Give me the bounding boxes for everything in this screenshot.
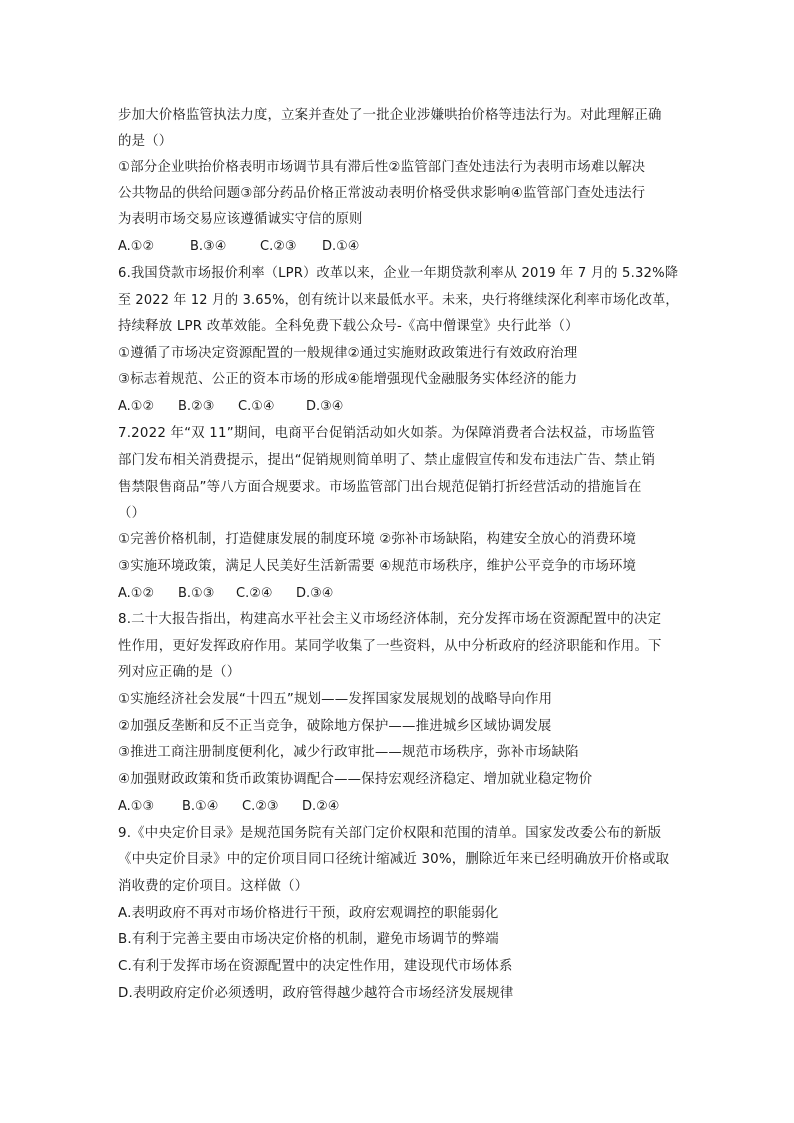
q9-stem-line-2: 《中央定价目录》中的定价项目同口径统计缩减近 30%，删除近年来已经明确放开价格或取 <box>118 852 670 867</box>
q5-statement-line-3: 为表明市场交易应该遵循诚实守信的原则 <box>118 212 363 227</box>
q5-option-a: A.①② <box>118 239 155 254</box>
q6-option-c: C.①④ <box>238 399 275 414</box>
q7-option-d: D.③④ <box>296 586 334 601</box>
q8-statement-line-3: ③推进工商注册制度便利化，减少行政审批——规范市场秩序，弥补市场缺陷 <box>118 745 579 760</box>
q6-stem-line-2: 至 2022 年 12 月的 3.65%，创有统计以来最低水平。未来，央行将继续深化利率市场化改革， <box>118 293 679 308</box>
q6-stem-line-3: 持续释放 LPR 改革效能。全科免费下载公众号-《高中僧课堂》央行此举（） <box>118 319 579 334</box>
q8-statement-line-2: ②加强反垄断和反不正当竞争，破除地方保护——推进城乡区域协调发展 <box>118 719 552 734</box>
q6-option-b: B.②③ <box>178 399 215 414</box>
q7-option-c: C.②④ <box>236 586 273 601</box>
q8-option-c: C.②③ <box>242 799 279 814</box>
q5-option-c: C.②③ <box>260 239 297 254</box>
q7-stem-line-3: 售禁限售商品”等八方面合规要求。市场监管部门出台规范促销打折经营活动的措施旨在 <box>118 480 642 495</box>
q5-statement-line-2: 公共物品的供给问题③部分药品价格正常波动表明价格受供求影响④监管部门查处违法行 <box>118 186 646 201</box>
q7-options <box>118 584 333 604</box>
q7-option-a: A.①② <box>118 586 155 601</box>
q7-stem-line-2: 部门发布相关消费提示，提出“促销规则简单明了、禁止虚假宣传和发布违法广告、禁止销 <box>118 453 656 468</box>
q8-stem-line-3: 列对应正确的是（） <box>118 665 241 680</box>
q5-stem-line-2: 的是（） <box>118 134 173 149</box>
q8-stem-line-2: 性作用，更好发挥政府作用。某同学收集了一些资料，从中分析政府的经济职能和作用。下 <box>118 639 662 654</box>
q9-stem-line-3: 消收费的定价项目。这样做（） <box>118 879 309 894</box>
q9-option-c: C.有利于发挥市场在资源配置中的决定性作用，建设现代市场体系 <box>118 959 513 974</box>
q5-option-d: D.①④ <box>322 239 360 254</box>
q8-statement-line-1: ①实施经济社会发展“十四五”规划——发挥国家发展规划的战略导向作用 <box>118 692 553 707</box>
q6-statement-line-2: ③标志着规范、公正的资本市场的形成④能增强现代金融服务实体经济的能力 <box>118 372 578 387</box>
q6-stem-line-1: 6.我国贷款市场报价利率（LPR）改革以来，企业一年期贷款利率从 2019 年 7 月的 5.32%降 <box>118 266 679 281</box>
q5-options <box>118 237 359 257</box>
q7-stem-line-1: 7.2022 年“双 11”期间，电商平台促销活动如火如荼。为保障消费者合法权益，市场监管 <box>118 426 656 441</box>
q7-statement-line-1: ①完善价格机制，打造健康发展的制度环境 ②弥补市场缺陷，构建安全放心的消费环境 <box>118 532 637 547</box>
q7-option-b: B.①③ <box>178 586 215 601</box>
q6-statement-line-1: ①遵循了市场决定资源配置的一般规律②通过实施财政政策进行有效政府治理 <box>118 346 578 361</box>
q9-option-a: A.表明政府不再对市场价格进行干预，政府宏观调控的职能弱化 <box>118 906 499 921</box>
q7-stem-line-4: （） <box>118 506 146 521</box>
q9-stem-line-1: 9.《中央定价目录》是规范国务院有关部门定价权限和范围的清单。国家发改委公布的新版 <box>118 826 662 841</box>
q7-statement-line-2: ③实施环境政策，满足人民美好生活新需要 ④规范市场秩序，维护公平竞争的市场环境 <box>118 559 637 574</box>
q8-options <box>118 797 339 817</box>
q6-option-d: D.③④ <box>306 399 344 414</box>
q6-option-a: A.①② <box>118 399 155 414</box>
q9-option-b: B.有利于完善主要由市场决定价格的机制，避免市场调节的弊端 <box>118 932 499 947</box>
q8-stem-line-1: 8.二十大报告指出，构建高水平社会主义市场经济体制，充分发挥市场在资源配置中的决定 <box>118 612 662 627</box>
q5-stem-line-1: 步加大价格监管执法力度，立案并查处了一批企业涉嫌哄抬价格等违法行为。对此理解正确 <box>118 108 662 123</box>
q6-options <box>118 397 343 417</box>
q9-option-d: D.表明政府定价必须透明，政府管得越少越符合市场经济发展规律 <box>118 986 514 1001</box>
q5-option-b: B.③④ <box>190 239 227 254</box>
q8-option-a: A.①③ <box>118 799 155 814</box>
q8-option-b: B.①④ <box>182 799 219 814</box>
q5-statement-line-1: ①部分企业哄抬价格表明市场调节具有滞后性②监管部门查处违法行为表明市场难以解决 <box>118 160 646 175</box>
q8-option-d: D.②④ <box>302 799 340 814</box>
q8-statement-line-4: ④加强财政政策和货币政策协调配合——保持宏观经济稳定、增加就业稳定物价 <box>118 772 593 787</box>
